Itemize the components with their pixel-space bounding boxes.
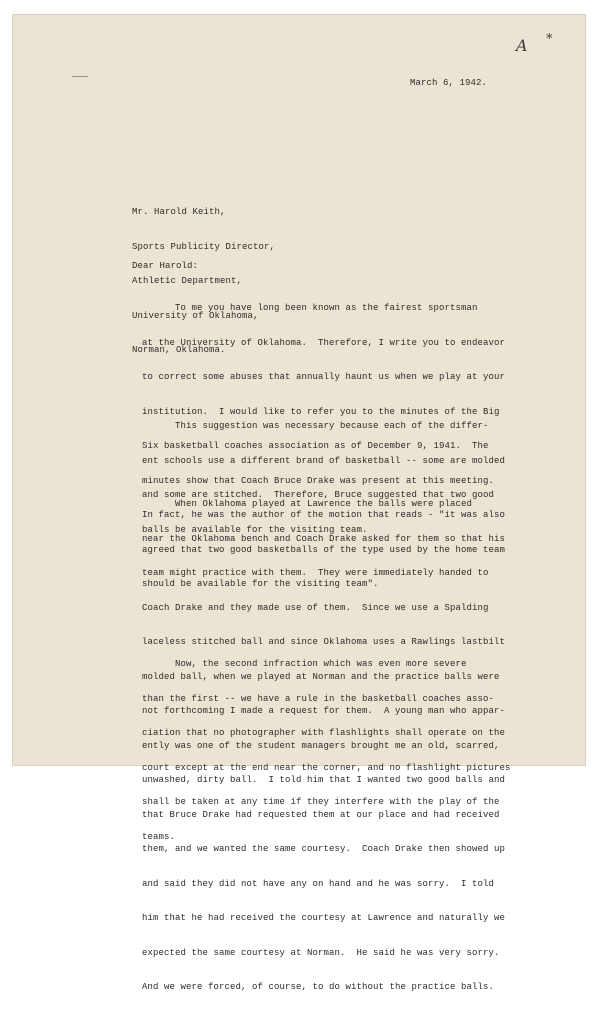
text-line: ciation that no photographer with flashlights shall operate on the xyxy=(142,728,506,738)
text-line: And we were forced, of course, to do without the practice balls. xyxy=(142,982,495,992)
text-line: shall be taken at any time if they interfere with the play of the xyxy=(142,797,500,807)
address-line: Norman, Oklahoma. xyxy=(132,345,226,355)
address-line: University of Oklahoma, xyxy=(132,310,259,321)
text-line: them, and we wanted the same courtesy. Coach Drake then showed up xyxy=(142,844,506,854)
address-line: Mr. Harold Keith, xyxy=(132,207,226,217)
margin-smudge xyxy=(72,76,88,77)
letter-page xyxy=(12,14,586,992)
text-line: that Bruce Drake had requested them at our place and had received xyxy=(142,809,500,820)
text-line: institution. I would like to refer you to the minutes of the Big xyxy=(142,406,500,417)
text-line: agreed that two good basketballs of the type used by the home team xyxy=(142,544,506,555)
text-line: should be available for the visiting team". xyxy=(142,579,379,589)
handwritten-mark-asterisk: * xyxy=(546,32,553,47)
text-line: team might practice with them. They were immediately handed to xyxy=(142,568,489,578)
text-line: teams. xyxy=(142,831,176,842)
text-line: To me you have long been known as the fairest sportsman xyxy=(142,303,478,313)
text-line: minutes show that Coach Bruce Drake was present at this meeting. xyxy=(142,475,495,486)
text-line: When Oklahoma played at Lawrence the balls were placed xyxy=(142,499,473,509)
letter-date: March 6, 1942. xyxy=(410,78,488,88)
text-line: unwashed, dirty ball. I told him that I wanted two good balls and xyxy=(142,775,506,785)
text-line: balls be available for the visiting team. xyxy=(142,524,368,535)
text-line: court except at the end near the corner, and no flashlight pictures xyxy=(142,762,511,773)
salutation: Dear Harold: xyxy=(132,261,199,271)
paragraph-4 xyxy=(142,636,522,866)
text-line: near the Oklahoma bench and Coach Drake asked for them so that his xyxy=(142,533,506,544)
text-line: Six basketball coaches association as of December 9, 1941. The xyxy=(142,441,489,451)
text-line: ently was one of the student managers brought me an old, scarred, xyxy=(142,740,500,751)
text-line: molded ball, when we played at Norman and the practice balls were xyxy=(142,671,500,682)
text-line: not forthcoming I made a request for them. A young man who appar- xyxy=(142,706,506,716)
text-line: ent schools use a different brand of basketball -- some are molded xyxy=(142,455,506,466)
text-line: at the University of Oklahoma. Therefore, I write you to endeavor xyxy=(142,337,506,348)
text-line: him that he had received the courtesy at Lawrence and naturally we xyxy=(142,913,506,923)
text-line: Coach Drake and they made use of them. Since we use a Spalding xyxy=(142,602,489,613)
text-line: This suggestion was necessary because each of the differ- xyxy=(142,421,489,431)
text-line: expected the same courtesy at Norman. He said he was very sorry. xyxy=(142,947,500,958)
address-line: Sports Publicity Director, xyxy=(132,241,276,252)
text-line: and some are stitched. Therefore, Bruce suggested that two good xyxy=(142,490,495,500)
text-line: laceless stitched ball and since Oklahoma uses a Rawlings lastbilt xyxy=(142,637,506,647)
address-line: Athletic Department, xyxy=(132,276,243,286)
text-line: to correct some abuses that annually haunt us when we play at your xyxy=(142,372,506,382)
handwritten-mark-a: A xyxy=(516,36,528,55)
text-line: than the first -- we have a rule in the basketball coaches asso- xyxy=(142,693,495,704)
text-line: Now, the second infraction which was even more severe xyxy=(142,659,467,669)
text-line: and said they did not have any on hand and he was sorry. I told xyxy=(142,878,495,889)
text-line: In fact, he was the author of the motion that reads - "it was also xyxy=(142,510,506,520)
